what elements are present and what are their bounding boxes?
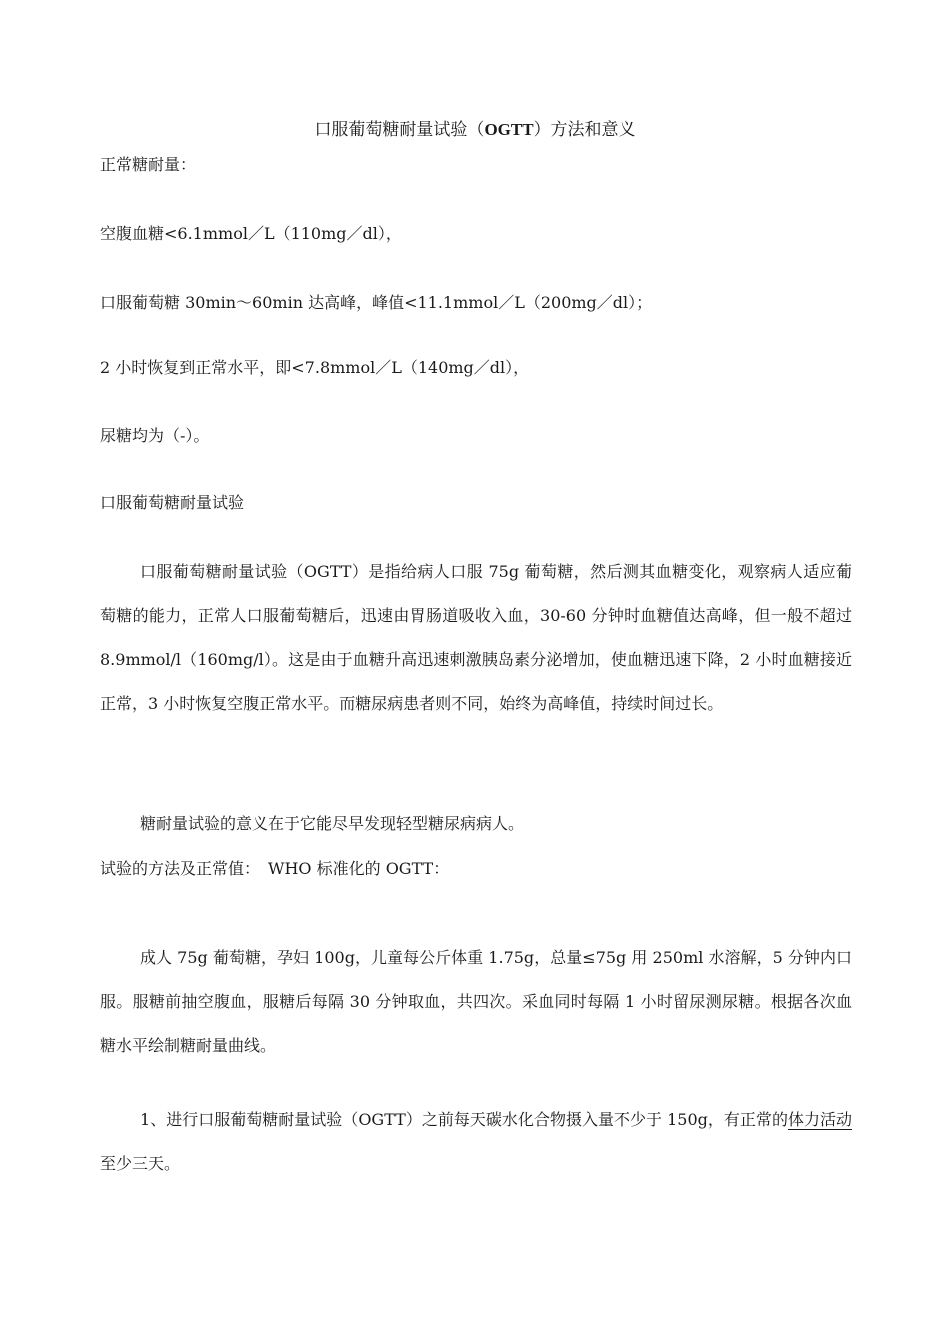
normal-item-fasting: 空腹血糖<6.1mmol／L（110mg／dl）， [100,224,402,243]
normal-item-peak: 口服葡萄糖 30min～60min 达高峰，峰值<11.1mmol／L（200mg／dl）； [100,293,653,312]
method-paragraph: 成人 75g 葡萄糖，孕妇 100g，儿童每公斤体重 1.75g，总量≤75g 用 250ml 水溶解，5 分钟内口服。服糖前抽空腹血，服糖后每隔 30 分钟取血，共四次。采血同时每隔 1 小时留尿测尿糖。根据各次血糖水平绘制糖耐量曲线。 [100,948,852,1055]
document-title [0,118,950,142]
step-1-paragraph [100,1098,852,1186]
ogtt-heading: 口服葡萄糖耐量试验 [100,493,245,512]
step-1-text: 1、进行口服葡萄糖耐量试验（OGTT）之前每天碳水化合物摄入量不少于 150g，有正常的 [140,1110,788,1129]
physical-activity-link[interactable]: 体力活动 [787,1110,852,1129]
method-heading: 试验的方法及正常值： WHO 标准化的 OGTT： [100,859,450,878]
step-1-text-end: 至少三天。 [100,1154,181,1173]
title-suffix: ）方法和意义 [533,120,636,140]
title-prefix: 口服葡萄糖耐量试验（ [314,120,485,140]
normal-item-2hour: 2 小时恢复到正常水平，即<7.8mmol／L（140mg／dl）， [100,358,530,377]
ogtt-paragraph: 口服葡萄糖耐量试验（OGTT）是指给病人口服 75g 葡萄糖，然后测其血糖变化，观察病人适应葡萄糖的能力，正常人口服葡萄糖后，迅速由胃肠道吸收入血，30-60 分钟时血糖值达高峰，但一般不超过 8.9mmol/l（160mg/l）。这是由于血糖升高迅速刺激胰岛素分泌增加，使血糖迅速下降，2 小时血糖接近正常，3 小时恢复空腹正常水平。而糖尿病患者则不同，始终为高峰值，持续时间过长。 [100,562,852,713]
significance-paragraph: 糖耐量试验的意义在于它能尽早发现轻型糖尿病病人。 [140,814,525,833]
title-code: OGTT [484,120,534,139]
normal-item-urine: 尿糖均为（-）。 [100,426,210,445]
normal-tolerance-heading: 正常糖耐量： [100,155,197,174]
